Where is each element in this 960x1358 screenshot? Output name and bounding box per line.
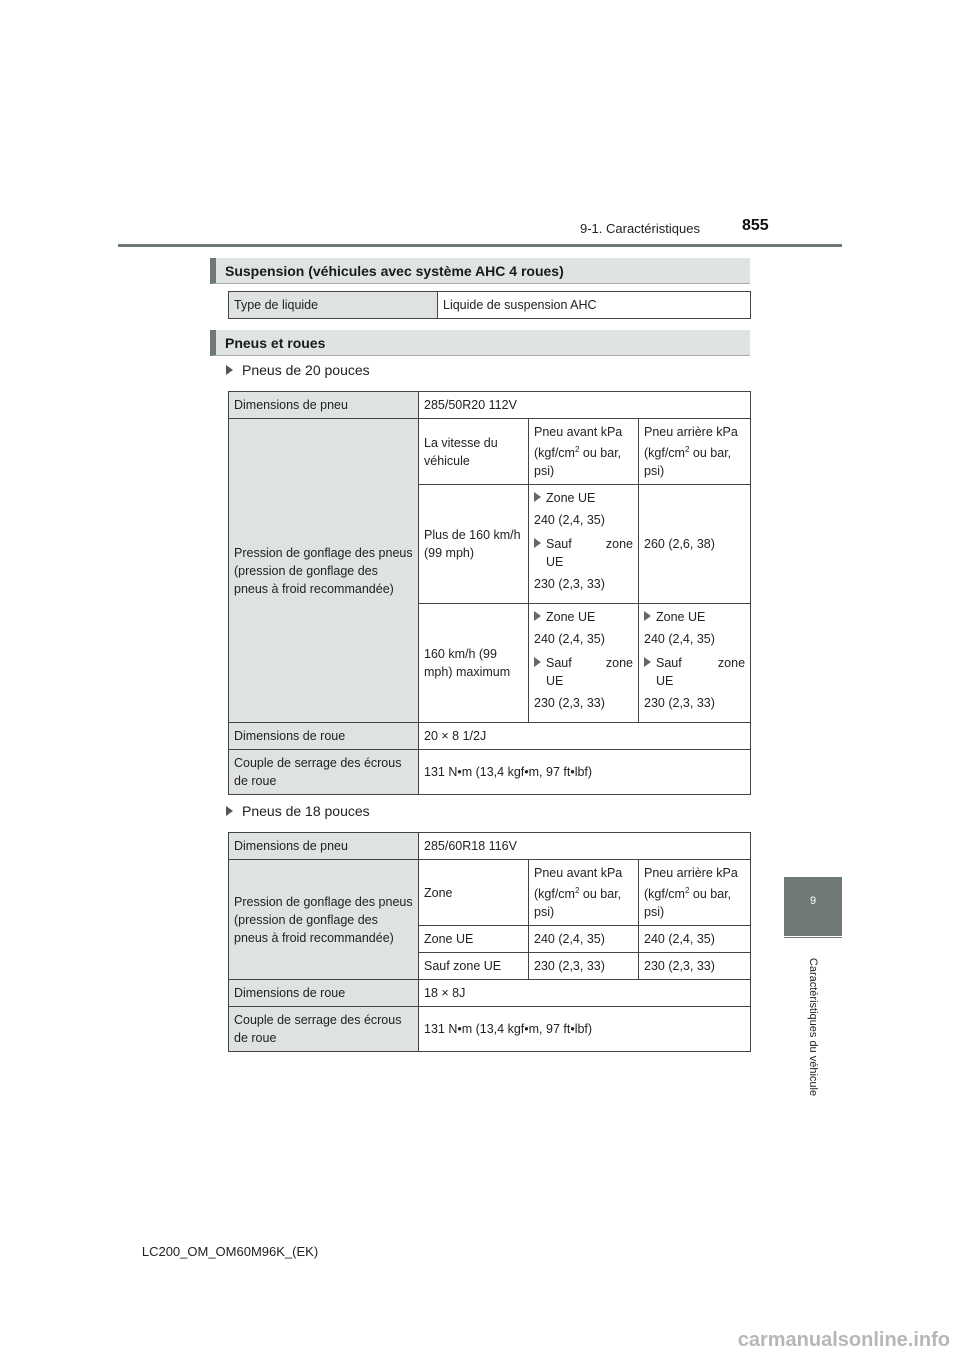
chapter-tab-divider [784, 937, 842, 938]
document-code: LC200_OM_OM60M96K_(EK) [141, 1244, 319, 1259]
section-title: 9-1. Caractéristiques [580, 221, 700, 236]
hors-ue-cell: Sauf zone UE [419, 953, 529, 980]
arrow-right-icon [644, 657, 651, 667]
pressure-label: Pression de gonflage des pneus (pression de gonflage des pneus à froid recommandée) [229, 860, 419, 980]
table-row [229, 392, 751, 419]
table-row [229, 980, 751, 1007]
arrow-right-icon [226, 806, 233, 816]
wheel-size-label: Dimensions de roue [229, 723, 419, 750]
table-row [229, 1007, 751, 1052]
wheel-size-value: 20 × 8 1/2J [419, 723, 751, 750]
arrow-right-icon [534, 538, 541, 548]
arrow-right-icon [534, 657, 541, 667]
tires-section-heading: Pneus et roues [210, 330, 750, 356]
tires-20-table [228, 391, 751, 795]
arrow-right-icon [644, 611, 651, 621]
torque-label: Couple de serrage des écrous de roue [229, 750, 419, 795]
rear-pressure-ue: 240 (2,4, 35) [639, 926, 751, 953]
fluid-type-value: Liquide de suspension AHC [438, 292, 751, 319]
watermark: carmanualsonline.info [737, 1329, 950, 1351]
torque-value: 131 N•m (13,4 kgf•m, 97 ft•lbf) [419, 750, 751, 795]
table-row [229, 292, 751, 319]
zone-ue-cell: Zone UE [419, 926, 529, 953]
tire-size-label: Dimensions de pneu [229, 833, 419, 860]
front-column-header: Pneu avant kPa ($kgf/cm^2$ ou bar, psi) [529, 860, 639, 926]
front-pressure-max-160: Zone UE 240 (2,4, 35) Sauf zone UE 230 (2,3, 33) [529, 604, 639, 723]
wheel-size-value: 18 × 8J [419, 980, 751, 1007]
zone-column-header: Zone [419, 860, 529, 926]
torque-value: 131 N•m (13,4 kgf•m, 97 ft•lbf) [419, 1007, 751, 1052]
table-row [229, 833, 751, 860]
table-row [229, 723, 751, 750]
tires-18-table [228, 832, 751, 1052]
torque-label: Couple de serrage des écrous de roue [229, 1007, 419, 1052]
tire-size-label: Dimensions de pneu [229, 392, 419, 419]
pressure-label: Pression de gonflage des pneus (pression de gonflage des pneus à froid recommandée) [229, 419, 419, 723]
wheel-size-label: Dimensions de roue [229, 980, 419, 1007]
tire-size-value: 285/60R18 116V [419, 833, 751, 860]
rear-column-header: Pneu arrière kPa ($kgf/cm^2$ ou bar, psi) [639, 419, 751, 485]
rear-column-header: Pneu arrière kPa ($kgf/cm^2$ ou bar, psi) [639, 860, 751, 926]
rear-pressure-above-160: 260 (2,6, 38) [639, 485, 751, 604]
page-number: 855 [742, 217, 769, 234]
arrow-right-icon [534, 611, 541, 621]
front-pressure-ue: 240 (2,4, 35) [529, 926, 639, 953]
front-pressure-hors-ue: 230 (2,3, 33) [529, 953, 639, 980]
tires-18-heading: Pneus de 18 pouces [226, 803, 370, 819]
table-row [229, 419, 751, 485]
fluid-type-label: Type de liquide [229, 292, 438, 319]
rear-pressure-hors-ue: 230 (2,3, 33) [639, 953, 751, 980]
header-divider [118, 244, 842, 247]
chapter-number: 9 [809, 895, 817, 907]
suspension-section-heading: Suspension (véhicules avec système AHC 4 roues) [210, 258, 750, 284]
rear-pressure-max-160: Zone UE 240 (2,4, 35) Sauf zone UE 230 (2,3, 33) [639, 604, 751, 723]
speed-above-160: Plus de 160 km/h (99 mph) [419, 485, 529, 604]
speed-max-160: 160 km/h (99 mph) maximum [419, 604, 529, 723]
table-row [229, 750, 751, 795]
tires-20-heading: Pneus de 20 pouces [226, 362, 370, 378]
front-column-header: Pneu avant kPa ($kgf/cm^2$ ou bar, psi) [529, 419, 639, 485]
arrow-right-icon [226, 365, 233, 375]
front-pressure-above-160: Zone UE 240 (2,4, 35) Sauf zone UE 230 (2,3, 33) [529, 485, 639, 604]
tire-size-value: 285/50R20 112V [419, 392, 751, 419]
suspension-table [228, 291, 751, 319]
speed-column-header: La vitesse du véhicule [419, 419, 529, 485]
arrow-right-icon [534, 492, 541, 502]
table-row [229, 860, 751, 926]
